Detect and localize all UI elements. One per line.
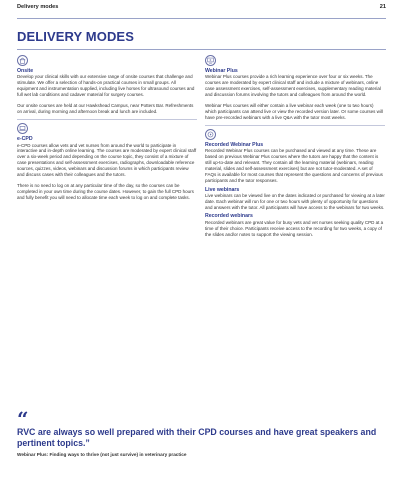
live-webinars-paragraph: Live webinars can be viewed live on the dates indicated or purchased for viewing at a later date. Each webinar will run for one or two hours with plenty of opportunity for questions and answers with the tutor. All participants will have access to the webinars for two weeks. xyxy=(205,193,385,211)
onsite-heading: Onsite xyxy=(17,68,34,74)
recorded-webinar-plus-section xyxy=(205,129,385,184)
section-name: Delivery modes xyxy=(17,4,59,10)
testimonial-quote: RVC are always so well prepared with their CPD courses and have great speakers and pertinent topics.” xyxy=(17,427,377,448)
ecpd-paragraph-1: e-CPD courses allow vets and vet nurses from around the world to participate in interactive and in-depth online learning. The courses are moderated by expert clinical staff over a six-week period and depending on the course topic, they consist of a mixture of case presentations and self-assessment exercises, radiographs, downloadable reference sources, quizzes, videos, webinars and discussion forums in which participants review and discuss cases with their colleagues and the tutors. xyxy=(17,142,197,178)
onsite-paragraph-1: Develop your clinical skills with our extensive range of onsite courses that challenge and stimulate. We offer a selection of hands-on practical courses in small groups. All equipment and instrumentation supplied, including live horses for ultrasound courses and full wet lab conditions and cadaver material for surgery courses. xyxy=(17,74,195,98)
onsite-section xyxy=(17,55,197,115)
onsite-paragraph-2: Our onsite courses are held at our Hawkshead Campus, near Potters Bar. Refreshments on arrival, during morning and afternoon break and lunch are included. xyxy=(17,103,194,115)
webinar-plus-heading: Webinar Plus xyxy=(205,68,238,74)
recorded-webinar-icon xyxy=(205,129,216,140)
webinar-plus-paragraph-2: Webinar Plus courses will either contain a live webinar each week (one to two hours) which participants can attend live or view the recorded version later. Or some courses will have pre-recorded webinars with a live Q&A with the tutor most weeks. xyxy=(205,103,383,121)
quote-mark: “ xyxy=(17,407,29,431)
live-webinars-section xyxy=(205,187,385,211)
recorded-webinars-section xyxy=(205,213,385,237)
webinar-icon xyxy=(205,55,216,66)
live-webinars-heading: Live webinars xyxy=(205,186,240,193)
webinar-plus-section xyxy=(205,55,385,121)
title-rule xyxy=(17,49,386,50)
header-rule xyxy=(17,18,386,19)
recorded-webinar-plus-heading: Recorded Webinar Plus xyxy=(205,142,264,149)
page-title: DELIVERY MODES xyxy=(17,29,134,44)
left-column xyxy=(17,55,197,201)
section-divider xyxy=(17,119,197,120)
page-header xyxy=(17,4,386,16)
recorded-webinars-heading: Recorded webinars xyxy=(205,213,253,220)
right-column xyxy=(205,55,385,238)
onsite-icon xyxy=(17,55,28,66)
section-divider xyxy=(205,125,385,126)
page-number: 21 xyxy=(379,4,386,10)
ecpd-heading: e-CPD xyxy=(17,136,33,143)
ecpd-icon xyxy=(17,123,28,134)
recorded-webinar-plus-paragraph: Recorded Webinar Plus courses can be purchased and viewed at any time. These are based on previous Webinar Plus courses where the tutors are happy that the content is still up-to-date and relevant. They contain all the learning material (webinars, reading material, slides and self-assessment exercises) but are not tutor-moderated. A set of FAQs is available for most courses that represent the questions and concerns of previous participants and the tutor responses. xyxy=(205,148,383,184)
recorded-webinars-paragraph: Recorded webinars are great value for busy vets and vet nurses seeking quality CPD at a time of their choice. Participants receive access to the recording for two weeks, a copy of the slides and/or notes to support the viewing session. xyxy=(205,219,384,237)
ecpd-section xyxy=(17,123,197,201)
webinar-plus-paragraph-1: Webinar Plus courses provide a rich learning experience over four or six weeks. The courses are moderated by expert clinical staff and include a mixture of webinars, online case assessment exercises, self-assessment exercises, supplementary reading material and discussion forums involving the tutors and colleagues from around the world. xyxy=(205,74,381,98)
ecpd-paragraph-2: There is no need to log on at any particular time of the day, so the courses can be completed in your own time during the course dates. However, to gain the full CPD hours and fully benefit you will need to allocate time each week to log on and complete tasks. xyxy=(17,183,194,201)
quote-source: Webinar Plus: Finding ways to thrive (not just survive) in veterinary practice xyxy=(17,452,187,457)
